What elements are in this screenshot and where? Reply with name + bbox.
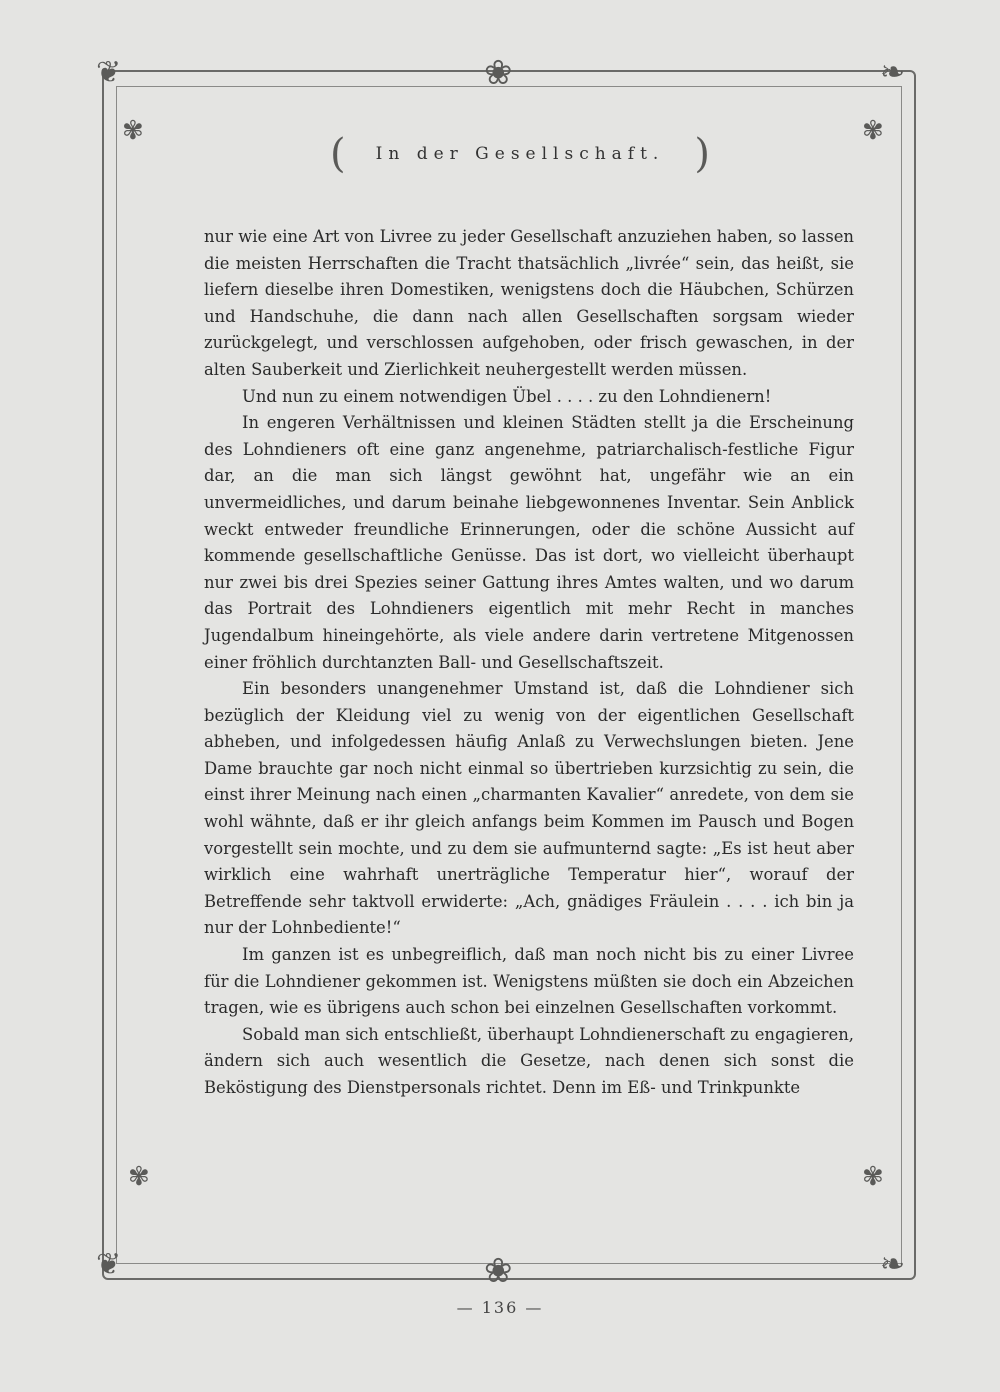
paragraph: nur wie eine Art von Livree zu jeder Gesellschaft anzuziehen haben, so lassen die meisten Herrschaften die Tracht thatsächlich „livrée“ sein, das heißt, sie liefern dieselbe ihren Domestiken, wenigstens doch die Häubchen, Schürzen und Handschuhe, die dann nach allen Gesellschaften sorgsam wieder zurückgelegt, und verschlossen aufgehoben, oder frisch gewaschen, in der alten Sauberkeit und Zierlichkeit neuhergestellt werden müssen. <box>204 227 854 379</box>
paragraph: Im ganzen ist es unbegreiflich, daß man noch nicht bis zu einer Livree für die Lohndiener gekommen ist. Wenigstens müßten sie doch ein Abzeichen tragen, wie es übrigens auch schon bei einzelnen Gesellschaften vorkommt. <box>204 945 854 1018</box>
center-flourish-icon: ❀ <box>484 1251 513 1291</box>
corner-flourish-icon: ❦ <box>96 55 122 90</box>
body-text <box>204 224 854 1102</box>
paragraph: Ein besonders unangenehmer Umstand ist, daß die Lohndiener sich bezüglich der Kleidung viel zu wenig von der eigentlichen Gesellschaft abheben, und infolgedessen häufig Anlaß zu Verwechslungen bieten. Jene Dame brauchte gar noch nicht einmal so übertrieben kurzsichtig zu sein, die einst ihrer Meinung nach einen „charmanten Kavalier“ anredete, von dem sie wohl wähnte, daß er ihr gleich anfangs beim Kommen im Pausch und Bogen vorgestellt sein mochte, und zu dem sie aufmunternd sagte: „Es ist heut aber wirklich eine wahrhaft unerträgliche Temperatur hier“, worauf der Betreffende sehr taktvoll erwiderte: „Ach, gnädiges Fräulein . . . . ich bin ja nur der Lohnbediente!“ <box>204 679 854 938</box>
paragraph: In engeren Verhältnissen und kleinen Städten stellt ja die Erscheinung des Lohndieners oft eine ganz angenehme, patriarchalisch-festliche Figur dar, an die man sich längst gewöhnt hat, ungefähr wie an ein unvermeidliches, und darum beinahe liebgewonnenes Inventar. Sein Anblick weckt entweder freundliche Erinnerungen, oder die schöne Aussicht auf kommende gesellschaftliche Genüsse. Das ist dort, wo vielleicht überhaupt nur zwei bis drei Spezies seiner Gattung ihres Amtes walten, und wo darum das Portrait des Lohndieners eigentlich mit mehr Recht in manches Jugendalbum hineingehörte, als viele andere darin vertretene Mitgenossen einer fröhlich durchtanzten Ball- und Gesellschaftszeit. <box>204 413 854 672</box>
page-number: — 136 — <box>456 1298 544 1317</box>
corner-flourish-icon: ❧ <box>880 1247 906 1282</box>
rosette-icon: ✾ <box>862 116 884 146</box>
center-flourish-icon: ❀ <box>484 53 513 93</box>
rosette-icon: ✾ <box>122 116 144 146</box>
running-title: In der Gesellschaft. <box>375 144 665 164</box>
bracket-flourish-icon: ) <box>694 131 710 177</box>
paragraph: Sobald man sich entschließt, überhaupt Lohndienerschaft zu engagieren, ändern sich auch wesentlich die Gesetze, nach denen sich sonst die Beköstigung des Dienstpersonals richtet. Denn im Eß- und Trinkpunkte <box>204 1024 854 1097</box>
rosette-icon: ✾ <box>862 1162 884 1192</box>
corner-flourish-icon: ❧ <box>880 55 906 90</box>
corner-flourish-icon: ❦ <box>96 1247 122 1282</box>
rosette-icon: ✾ <box>128 1162 150 1192</box>
running-header <box>330 132 710 176</box>
bracket-flourish-icon: ( <box>330 131 346 177</box>
paragraph: Und nun zu einem notwendigen Übel . . . . zu den Lohndienern! <box>242 386 772 406</box>
